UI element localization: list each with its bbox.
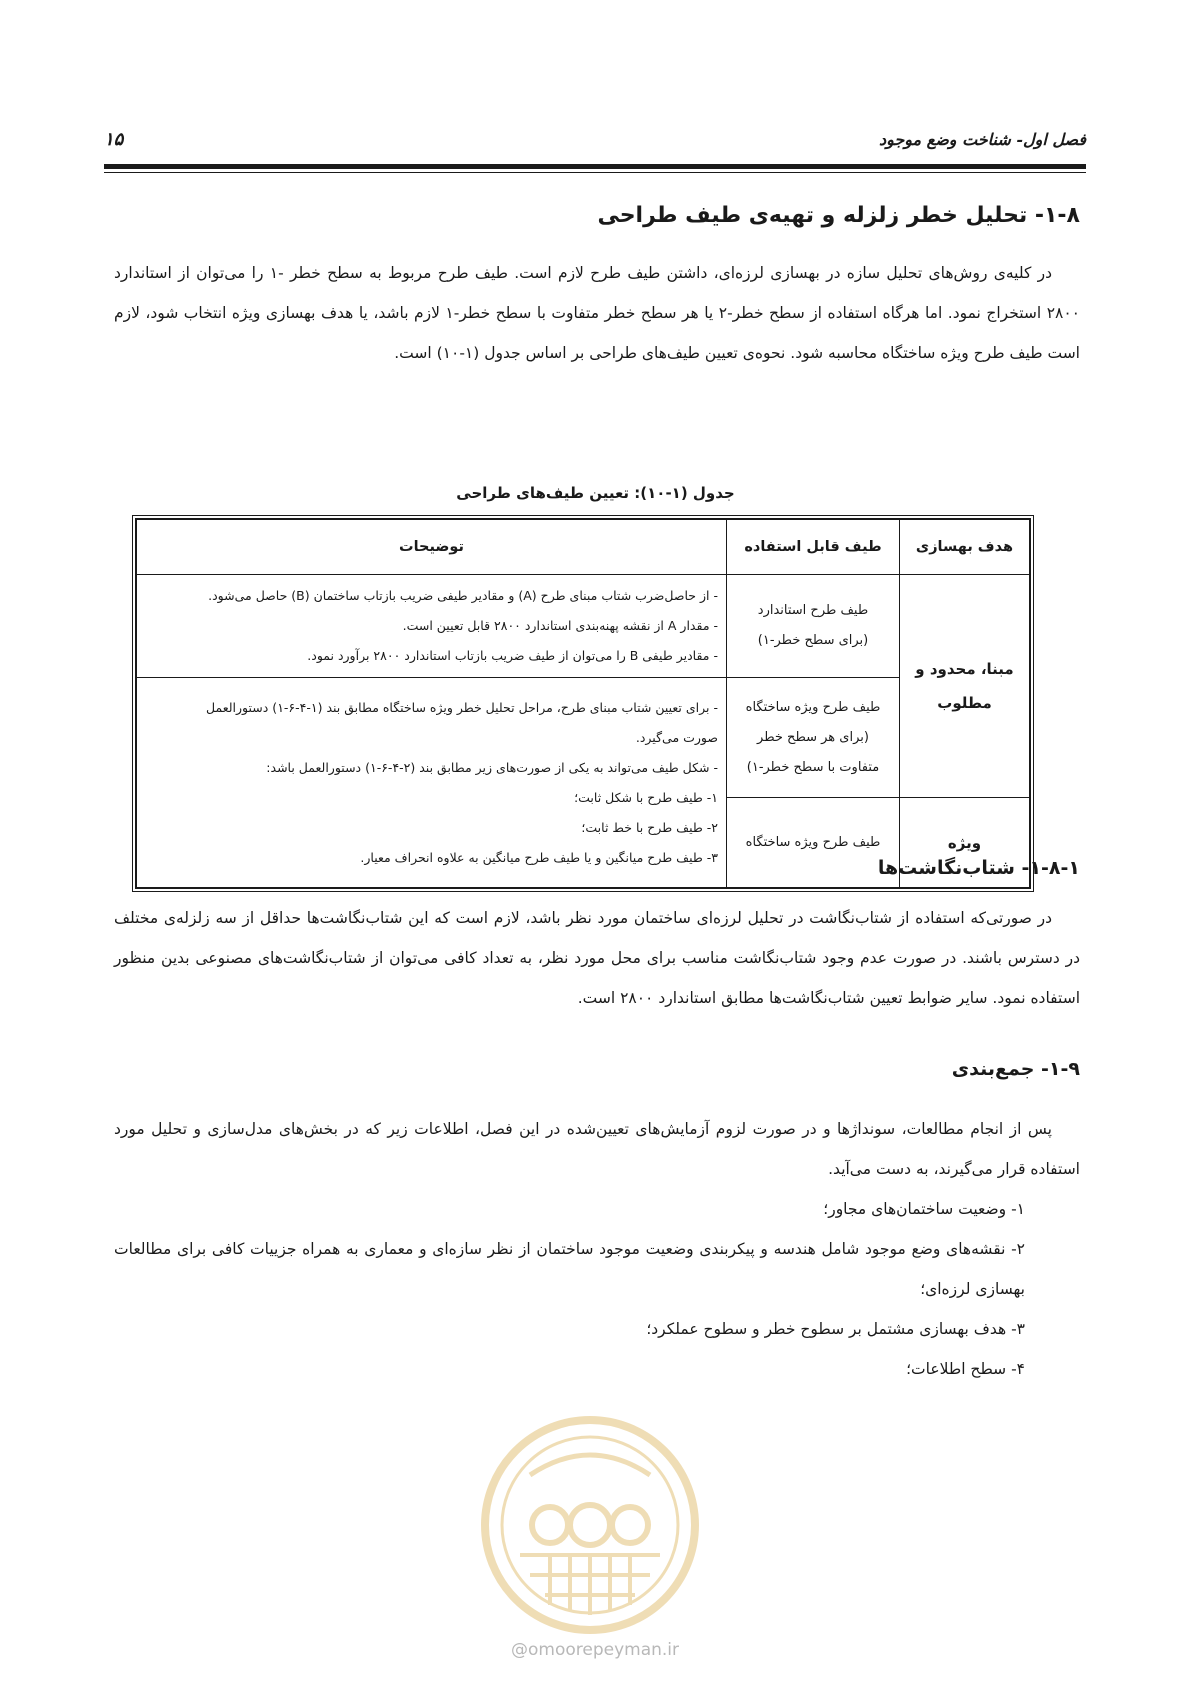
page-number: ۱۵ <box>104 128 124 150</box>
description-line: ۲- طیف طرح با خط ثابت؛ <box>581 819 718 835</box>
description-line: - شکل طیف می‌تواند به یکی از صورت‌های زیر مطابق بند (۲-۴-۶-۱) دستورالعمل باشد: <box>266 759 718 775</box>
section-title: ۱-۹- جمع‌بندی <box>951 1058 1080 1080</box>
description-line: ۳- طیف طرح میانگین و یا طیف طرح میانگین به علاوه انحراف معیار. <box>360 849 718 865</box>
spectrum-cell-special: طیف طرح ویژه ساختگاه <box>727 798 900 889</box>
paragraph: در کلیه‌ی روش‌های تحلیل سازه در بهسازی لرزه‌ای، داشتن طیف طرح لازم است. طیف طرح مربوط به سطح خطر -۱ را می‌توان از استاندارد ۲۸۰۰ استخراج نمود. اما هرگاه استفاده از سطح خطر-۲ یا هر سطح خطر متفاوت با سطح خطر-۱ لازم باشد، یا هدف بهسازی ویژه انتخاب شود، لازم است طیف طرح ویژه ساختگاه محاسبه شود. نحوه‌ی تعیین طیف‌های طراحی بر اساس جدول (۱-۱۰) است. <box>114 264 1080 362</box>
spectrum-line: متفاوت با سطح خطر-۱) <box>746 759 880 775</box>
spectrum-line: (برای هر سطح خطر <box>757 729 869 745</box>
spectrum-table-frame <box>132 515 1034 892</box>
section-heading-1-9 <box>114 1053 1080 1085</box>
watermark-url: @omoorepeyman.ir <box>510 1640 680 1660</box>
spectrum-cell-standard <box>727 575 900 678</box>
header-rule-thick <box>104 164 1086 169</box>
section-1-8-body <box>114 253 1080 373</box>
spectrum-line: طیف طرح استاندارد <box>757 603 869 618</box>
list-item: ۲- نقشه‌های وضع موجود شامل هندسه و پیکربندی وضعیت موجود ساختمان از نظر سازه‌ای و معماری به همراه جزییات کافی برای مطالعات بهسازی لرزه‌ای؛ <box>114 1240 1025 1298</box>
header-rule-thin <box>104 172 1086 173</box>
section-heading-1-8 <box>114 198 1080 234</box>
summary-list <box>114 1189 1080 1389</box>
list-item: ۳- هدف بهسازی مشتمل بر سطوح خطر و سطوح عملکرد؛ <box>646 1320 1025 1338</box>
section-1-9-body <box>114 1109 1080 1189</box>
goal-cell-basic <box>900 575 1031 798</box>
spectrum-table <box>135 518 1031 889</box>
spectrum-line: (برای سطح خطر-۱) <box>757 633 869 648</box>
description-line: - مقدار A از نقشه پهنه‌بندی استاندارد ۲۸۰۰ قابل تعیین است. <box>402 618 718 633</box>
description-line: - برای تعیین شتاب مبنای طرح، مراحل تحلیل خطر ویژه ساختگاه مطابق بند (۱-۴-۶-۱) دستورالعمل <box>206 699 718 715</box>
goal-cell-special: ویژه <box>900 798 1031 889</box>
description-line: - مقادیر طیفی B را می‌توان از طیف ضریب بازتاب استاندارد ۲۸۰۰ برآورد نمود. <box>307 648 718 663</box>
description-line: ۱- طیف طرح با شکل ثابت؛ <box>574 789 718 805</box>
goal-label-line: مبنا، محدود و <box>915 660 1014 678</box>
header-spectrum: طیف قابل استفاده <box>727 519 900 575</box>
description-line: صورت می‌گیرد. <box>635 729 718 745</box>
subsection-title: ۱-۸-۱- شتاب‌نگاشت‌ها <box>877 857 1080 879</box>
paragraph: پس از انجام مطالعات، سونداژها و در صورت لزوم آزمایش‌های تعیین‌شده در این فصل، اطلاعات زیر که در بخش‌های مدل‌سازی و تحلیل مورد استفاده قرار می‌گیرند، به دست می‌آید. <box>114 1120 1080 1178</box>
table-caption: جدول (۱-۱۰): تعیین طیف‌های طراحی <box>456 484 735 502</box>
goal-label-line: مطلوب <box>937 694 992 712</box>
paragraph: در صورتی‌که استفاده از شتاب‌نگاشت در تحلیل لرزه‌ای ساختمان مورد نظر باشد، لازم است که این شتاب‌نگاشت‌ها حداقل از سه زلزله‌ی مختلف در دسترس باشند. در صورت عدم وجود شتاب‌نگاشت مناسب برای محل مورد نظر، به تعداد کافی می‌توان از شتاب‌نگاشت‌های مصنوعی بدین منظور استفاده نمود. سایر ضوابط تعیین شتاب‌نگاشت‌ها مطابق استاندارد ۲۸۰۰ است. <box>114 909 1080 1007</box>
table-row <box>136 678 1030 798</box>
section-1-8-1-body <box>114 898 1080 1018</box>
list-item: ۱- وضعیت ساختمان‌های مجاور؛ <box>823 1200 1025 1218</box>
description-line: - از حاصل‌ضرب شتاب مبنای طرح (A) و مقادیر طیفی ضریب بازتاب ساختمان (B) حاصل می‌شود. <box>208 588 718 603</box>
page-header <box>104 122 1086 156</box>
section-title: ۱-۸- تحلیل خطر زلزله و تهیه‌ی طیف طراحی <box>597 203 1080 228</box>
list-item: ۴- سطح اطلاعات؛ <box>906 1360 1025 1378</box>
table-row <box>136 575 1030 678</box>
chapter-title: فصل اول- شناخت وضع موجود <box>878 129 1086 149</box>
header-goal: هدف بهسازی <box>900 519 1031 575</box>
table-header-row <box>136 519 1030 575</box>
section-heading-1-8-1 <box>114 852 1080 884</box>
watermark-seal-icon <box>470 1405 710 1665</box>
description-cell-standard <box>136 575 727 678</box>
spectrum-cell-site-specific <box>727 678 900 798</box>
spectrum-line: طیف طرح ویژه ساختگاه <box>745 699 881 715</box>
header-description: توضیحات <box>136 519 727 575</box>
